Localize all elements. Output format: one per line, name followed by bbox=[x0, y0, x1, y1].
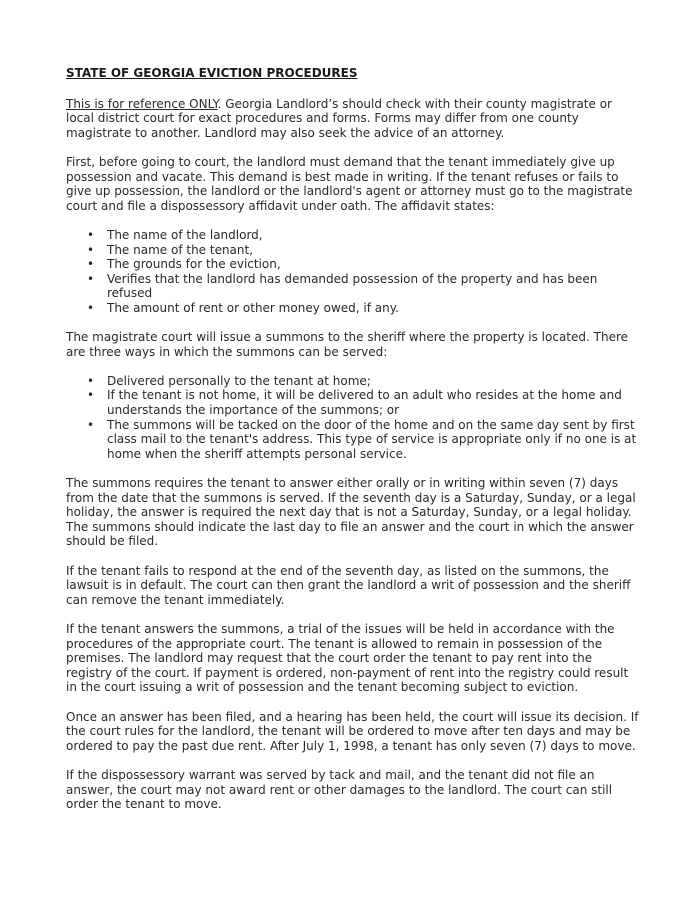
list-item: • Delivered personally to the tenant at home; bbox=[107, 374, 640, 389]
document-title: STATE OF GEORGIA EVICTION PROCEDURES bbox=[66, 66, 358, 80]
intro-paragraph bbox=[66, 97, 640, 141]
intro-text: . Georgia Landlord’s should check with their county magistrate or local district court for exact procedures and forms. Forms may differ from one county magistrate to another. Landlord may also seek the advice of an attorney. bbox=[66, 96, 612, 140]
paragraph-default: If the tenant fails to respond at the end of the seventh day, as listed on the summons, the lawsuit is in default. The court can then grant the landlord a writ of possession and the sheriff can remove the tenant immediately. bbox=[66, 563, 631, 607]
affidavit-list bbox=[66, 228, 640, 316]
paragraph-summons: The magistrate court will issue a summons to the sheriff where the property is located. There are three ways in which the summons can be served: bbox=[66, 330, 629, 359]
list-item: • If the tenant is not home, it will be delivered to an adult who resides at the home and understands the importance of the summons; or bbox=[107, 388, 640, 417]
list-item: • Verifies that the landlord has demanded possession of the property and has been refused bbox=[107, 272, 640, 301]
reference-only-note: This is for reference ONLY bbox=[66, 96, 218, 111]
list-item: • The grounds for the eviction, bbox=[107, 257, 640, 272]
paragraph-trial: If the tenant answers the summons, a trial of the issues will be held in accordance with the procedures of the appropriate court. The tenant is allowed to remain in possession of the premises. The landlord may request that the court order the tenant to pay rent into the registry of the court. If payment is ordered, non-payment of rent into the registry could result in the court issuing a writ of possession and the tenant becoming subject to eviction. bbox=[66, 621, 629, 695]
paragraph-tack-and-mail: If the dispossessory warrant was served by tack and mail, and the tenant did not file an answer, the court may not award rent or other damages to the landlord. The court can still order the tenant to move. bbox=[66, 767, 613, 812]
list-item: • The name of the landlord, bbox=[107, 228, 640, 243]
paragraph-demand: First, before going to court, the landlord must demand that the tenant immediately give up possession and vacate. This demand is best made in writing. If the tenant refuses or fails to give up possession, the landlord or the landlord's agent or attorney must go to the magistrate court and file a dispossessory affidavit under oath. The affidavit states: bbox=[66, 154, 633, 213]
list-item: • The summons will be tacked on the door of the home and on the same day sent by first class mail to the tenant's address. This type of service is appropriate only if no one is at home when the sheriff attempts personal service. bbox=[107, 418, 640, 462]
document-page bbox=[66, 66, 640, 826]
service-list bbox=[66, 374, 640, 462]
paragraph-answer-deadline: The summons requires the tenant to answer either orally or in writing within seven (7) days from the date that the summons is served. If the seventh day is a Saturday, Sunday, or a legal holiday, the answer is required the next day that is not a Saturday, Sunday, or a legal holiday. The summons should indicate the last day to file an answer and the court in which the answer should be filed. bbox=[66, 476, 636, 549]
list-item: • The name of the tenant, bbox=[107, 243, 640, 258]
list-item: • The amount of rent or other money owed, if any. bbox=[107, 301, 640, 316]
paragraph-decision: Once an answer has been filed, and a hearing has been held, the court will issue its decision. If the court rules for the landlord, the tenant will be ordered to move after ten days and may be ordered to pay the past due rent. After July 1, 1998, a tenant has only seven (7) days to move. bbox=[66, 709, 639, 753]
